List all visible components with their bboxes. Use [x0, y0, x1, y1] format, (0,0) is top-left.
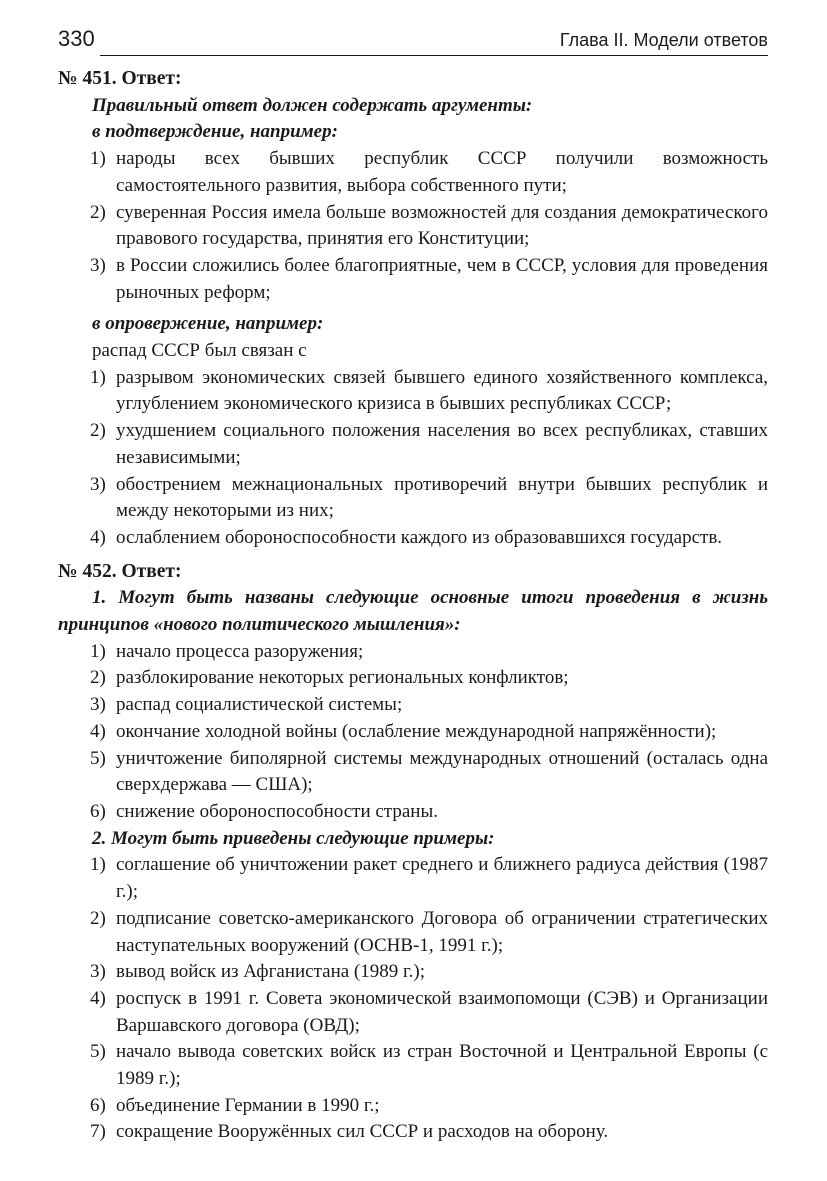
list-item-text: в России сложились более благоприятные, чем в СССР, условия для проведения рыночных реформ; — [116, 254, 768, 303]
list-item — [58, 986, 768, 1039]
list-item-number: 1) — [90, 854, 106, 876]
list-item-number: 3) — [90, 473, 106, 495]
refute-list — [58, 365, 768, 552]
list-item — [58, 200, 768, 253]
confirm-list — [58, 146, 768, 306]
list-item — [58, 746, 768, 799]
list-item — [58, 1039, 768, 1092]
list-item-number: 1) — [90, 366, 106, 388]
list-item — [58, 799, 768, 826]
list-item-text: распад социалистической системы; — [116, 694, 403, 716]
list-item — [58, 665, 768, 692]
list-item-text: роспуск в 1991 г. Совета экономической взаимопомощи (СЭВ) и Организации Варшавского договора (ОВД); — [116, 987, 768, 1036]
list-item-number: 1) — [90, 148, 106, 170]
list-item — [58, 418, 768, 471]
list-item — [58, 852, 768, 905]
page-number: 330 — [58, 26, 95, 51]
list-item-number: 3) — [90, 254, 106, 276]
list-item-number: 1) — [90, 640, 106, 662]
page-content — [58, 66, 768, 1146]
list-item — [58, 719, 768, 746]
part2-label: 2. Могут быть приведены следующие примеры: — [92, 827, 495, 849]
list-item-text: снижение обороноспособности страны. — [116, 800, 438, 822]
confirm-label: в подтверждение, например: — [92, 121, 338, 143]
list-item-number: 4) — [90, 720, 106, 742]
list-item-number: 2) — [90, 420, 106, 442]
part2-list — [58, 852, 768, 1146]
list-item-number: 4) — [90, 526, 106, 548]
list-item — [58, 365, 768, 418]
list-item-text: вывод войск из Афганистана (1989 г.); — [116, 961, 426, 983]
list-item — [58, 906, 768, 959]
list-item-text: сокращение Вооружённых сил СССР и расходов на оборону. — [116, 1121, 609, 1143]
page-header — [58, 24, 768, 58]
answer-452-title: № 452. Ответ: — [58, 560, 182, 582]
list-item — [58, 1119, 768, 1146]
list-item — [58, 1093, 768, 1120]
chapter-title: Глава II. Модели ответов — [559, 30, 768, 50]
list-item-text: соглашение об уничтожении ракет среднего и ближнего радиуса действия (1987 г.); — [116, 854, 768, 903]
list-item-text: ослаблением обороноспособности каждого из образовавшихся государств. — [116, 526, 723, 548]
list-item-text: начало вывода советских войск из стран Восточной и Центральной Европы (с 1989 г.); — [116, 1041, 768, 1090]
part1-list — [58, 639, 768, 826]
header-rule — [100, 55, 768, 56]
refute-label: в опровержение, например: — [92, 313, 324, 335]
list-item-text: обострением межнациональных противоречий внутри бывших республик и между некоторыми из них; — [116, 473, 768, 522]
list-item-number: 4) — [90, 987, 106, 1009]
list-item-number: 3) — [90, 961, 106, 983]
list-item-text: ухудшением социального положения населения во всех республиках, ставших независимыми; — [116, 420, 768, 468]
list-item-text: окончание холодной войны (ослабление международной напряжённости); — [116, 720, 717, 742]
refute-lead: распад СССР был связан с — [92, 340, 307, 362]
list-item-text: начало процесса разоружения; — [116, 640, 364, 662]
list-item — [58, 692, 768, 719]
list-item — [58, 639, 768, 666]
list-item — [58, 146, 768, 199]
list-item-text: разблокирование некоторых региональных конфликтов; — [116, 667, 569, 689]
list-item-number: 5) — [90, 747, 106, 769]
list-item-number: 2) — [90, 201, 106, 223]
list-item-text: подписание советско-американского Договора об ограничении стратегических наступательных вооружений (ОСНВ-1, 1991 г.); — [116, 907, 768, 956]
list-item — [58, 525, 768, 552]
list-item — [58, 959, 768, 986]
list-item-number: 5) — [90, 1041, 106, 1063]
list-item-number: 2) — [90, 667, 106, 689]
list-item-number: 6) — [90, 1094, 106, 1116]
list-item-number: 3) — [90, 694, 106, 716]
list-item-number: 2) — [90, 907, 106, 929]
list-item-text: суверенная Россия имела больше возможностей для создания демократического правового государства, принятия его Конституции; — [116, 201, 768, 250]
list-item-number: 7) — [90, 1121, 106, 1143]
answer-451-title: № 451. Ответ: — [58, 68, 182, 89]
list-item-text: разрывом экономических связей бывшего единого хозяйственного комплекса, углублением экономического кризиса в бывших республиках СССР; — [116, 366, 768, 415]
list-item-text: уничтожение биполярной системы международных отношений (осталась одна сверхдержава — США); — [116, 747, 768, 796]
answer-451-intro: Правильный ответ должен содержать аргументы: — [92, 94, 533, 116]
list-item — [58, 472, 768, 525]
list-item-text: народы всех бывших республик СССР получили возможность самостоятельного развития, выбора собственного пути; — [116, 148, 768, 196]
part1-label: 1. Могут быть названы следующие основные итоги проведения в жизнь принципов «нового политического мышления»: — [58, 587, 768, 636]
list-item — [58, 253, 768, 306]
list-item-number: 6) — [90, 800, 106, 822]
list-item-text: объединение Германии в 1990 г.; — [116, 1094, 380, 1116]
